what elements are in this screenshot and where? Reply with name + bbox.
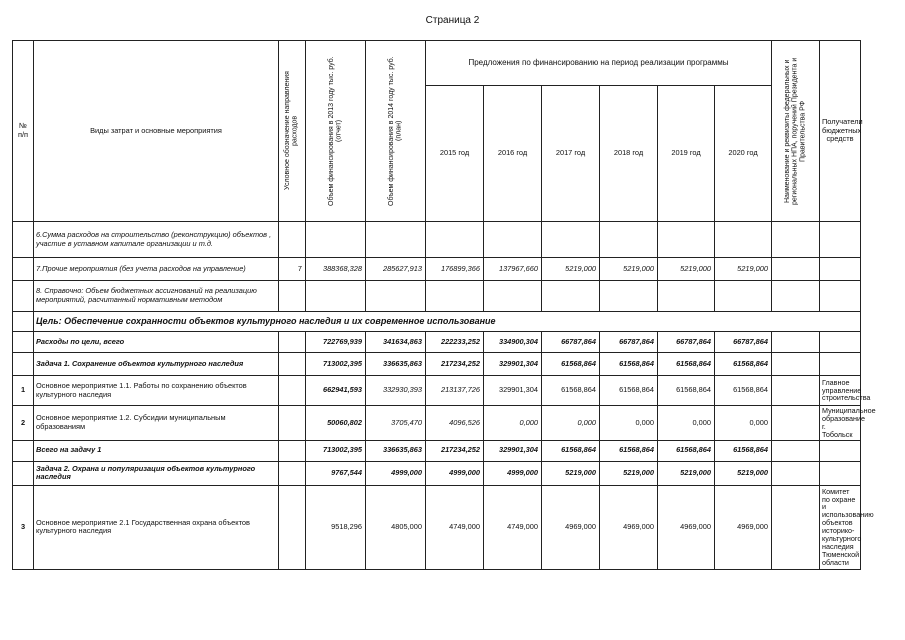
row-acts (772, 376, 820, 406)
header-year-2016: 2016 год (484, 86, 542, 222)
header-acts-cell (772, 41, 820, 222)
row-num: 1 (13, 376, 34, 406)
table-row (13, 222, 861, 258)
row-num (13, 258, 34, 281)
value-2016: 329901,304 (484, 353, 542, 376)
value-2019: 61568,864 (658, 353, 715, 376)
row-label: 7.Прочие мероприятия (без учета расходов на управление) (34, 258, 279, 281)
value-2013: 388368,328 (306, 258, 366, 281)
row-acts (772, 258, 820, 281)
value-2015 (426, 281, 484, 312)
row-acts (772, 222, 820, 258)
row-label: Расходы по цели, всего (34, 332, 279, 353)
value-2016: 4999,000 (484, 461, 542, 485)
table-row (13, 461, 861, 485)
value-2017: 61568,864 (542, 353, 600, 376)
row-acts (772, 485, 820, 569)
row-label: 8. Справочно: Объем бюджетных ассигнований на реализацию мероприятий, расчитанный нормативным методом (34, 281, 279, 312)
row-recipient (820, 281, 861, 312)
value-2013: 722769,939 (306, 332, 366, 353)
value-2015: 4096,526 (426, 406, 484, 441)
row-label: 6.Сумма расходов на строительство (реконструкцию) объектов , участие в уставном капитале организации и т.д. (34, 222, 279, 258)
budget-table (12, 40, 876, 570)
value-2017: 4969,000 (542, 485, 600, 569)
goal-text: Цель: Обеспечение сохранности объектов культурного наследия и их современное использование (34, 312, 861, 332)
header-vol2013-cell (306, 41, 366, 222)
value-2019 (658, 281, 715, 312)
header-vol2014-cell (366, 41, 426, 222)
value-2019 (658, 222, 715, 258)
row-recipient (820, 332, 861, 353)
value-2015: 222233,252 (426, 332, 484, 353)
table-row (13, 281, 861, 312)
value-2017 (542, 222, 600, 258)
row-num (13, 440, 34, 461)
row-num: 2 (13, 406, 34, 441)
value-2019: 61568,864 (658, 376, 715, 406)
value-2017: 61568,864 (542, 376, 600, 406)
header-row-top (13, 41, 861, 86)
table-row (13, 440, 861, 461)
value-2019: 0,000 (658, 406, 715, 441)
value-2014: 4999,000 (366, 461, 426, 485)
value-2019: 61568,864 (658, 440, 715, 461)
row-num (13, 461, 34, 485)
value-2014: 341634,863 (366, 332, 426, 353)
value-2016: 137967,660 (484, 258, 542, 281)
value-2014: 285627,913 (366, 258, 426, 281)
header-num: № п/п (13, 41, 34, 222)
value-2013: 9767,544 (306, 461, 366, 485)
row-label: Задача 1. Сохранение объектов культурного наследия (34, 353, 279, 376)
value-2014: 3705,470 (366, 406, 426, 441)
table-row (13, 406, 861, 441)
value-2015: 176899,366 (426, 258, 484, 281)
table-row (13, 332, 861, 353)
value-2013 (306, 222, 366, 258)
table-row (13, 353, 861, 376)
value-2018: 61568,864 (600, 353, 658, 376)
row-code (279, 222, 306, 258)
row-code (279, 485, 306, 569)
value-2015 (426, 222, 484, 258)
header-designation: Условное обозначение направления расходов (284, 71, 299, 191)
value-2017 (542, 281, 600, 312)
row-code: 7 (279, 258, 306, 281)
row-recipient (820, 353, 861, 376)
value-2020: 4969,000 (715, 485, 772, 569)
page-title: Страница 2 (425, 15, 480, 26)
value-2013: 50060,802 (306, 406, 366, 441)
value-2016: 329901,304 (484, 376, 542, 406)
value-2017: 5219,000 (542, 461, 600, 485)
value-2013: 713002,395 (306, 440, 366, 461)
row-num: 3 (13, 485, 34, 569)
row-code (279, 353, 306, 376)
value-2019: 4969,000 (658, 485, 715, 569)
value-2018: 61568,864 (600, 440, 658, 461)
value-2018: 61568,864 (600, 376, 658, 406)
value-2018: 5219,000 (600, 461, 658, 485)
header-year-2020: 2020 год (715, 86, 772, 222)
value-2019: 5219,000 (658, 258, 715, 281)
value-2014: 336635,863 (366, 353, 426, 376)
value-2014 (366, 281, 426, 312)
value-2020 (715, 222, 772, 258)
table-row (13, 376, 861, 406)
row-recipient (820, 258, 861, 281)
value-2018 (600, 281, 658, 312)
header-vol2013: Объем финансирования в 2013 году тыс. руб.(отчет) (327, 56, 343, 206)
row-recipient: Муниципальное образование г. Тобольск (820, 406, 861, 441)
header-vol2014: Объем финансирования в 2014 году тыс. руб.(план) (387, 56, 403, 206)
value-2020: 66787,864 (715, 332, 772, 353)
row-acts (772, 406, 820, 441)
header-year-2015: 2015 год (426, 86, 484, 222)
header-year-2019: 2019 год (658, 86, 715, 222)
header-kinds: Виды затрат и основные мероприятия (34, 41, 279, 222)
value-2018: 5219,000 (600, 258, 658, 281)
row-acts (772, 353, 820, 376)
value-2016: 0,000 (484, 406, 542, 441)
row-recipient (820, 222, 861, 258)
row-num (13, 222, 34, 258)
header-acts: Наименование и реквизиты федеральных и региональных НПА, поручений Президента и Правительства РФ (783, 57, 807, 205)
row-label: Всего на задачу 1 (34, 440, 279, 461)
row-code (279, 376, 306, 406)
value-2015: 4749,000 (426, 485, 484, 569)
row-recipient (820, 461, 861, 485)
header-recipients: Получатели бюджетных средств (820, 41, 861, 222)
value-2017: 0,000 (542, 406, 600, 441)
header-year-2018: 2018 год (600, 86, 658, 222)
value-2013: 662941,593 (306, 376, 366, 406)
value-2018: 0,000 (600, 406, 658, 441)
value-2020: 61568,864 (715, 440, 772, 461)
value-2013: 9518,296 (306, 485, 366, 569)
row-acts (772, 332, 820, 353)
value-2015: 217234,252 (426, 353, 484, 376)
row-label: Задача 2. Охрана и популяризация объектов культурного наследия (34, 461, 279, 485)
row-code (279, 461, 306, 485)
value-2016 (484, 281, 542, 312)
value-2020: 61568,864 (715, 353, 772, 376)
value-2019: 5219,000 (658, 461, 715, 485)
value-2015: 217234,252 (426, 440, 484, 461)
value-2020: 0,000 (715, 406, 772, 441)
value-2018 (600, 222, 658, 258)
value-2018: 66787,864 (600, 332, 658, 353)
value-2014 (366, 222, 426, 258)
row-recipient (820, 440, 861, 461)
row-label: Основное мероприятие 2.1 Государственная охрана объектов культурного наследия (34, 485, 279, 569)
value-2014: 336635,863 (366, 440, 426, 461)
row-acts (772, 281, 820, 312)
table-row (13, 258, 861, 281)
value-2017: 5219,000 (542, 258, 600, 281)
value-2016: 334900,304 (484, 332, 542, 353)
value-2019: 66787,864 (658, 332, 715, 353)
value-2013 (306, 281, 366, 312)
value-2015: 4999,000 (426, 461, 484, 485)
value-2016 (484, 222, 542, 258)
value-2017: 61568,864 (542, 440, 600, 461)
goal-num (13, 312, 34, 332)
value-2013: 713002,395 (306, 353, 366, 376)
header-proposals: Предложения по финансированию на период реализации программы (426, 41, 772, 86)
row-label: Основное мероприятие 1.1. Работы по сохранению объектов культурного наследия (34, 376, 279, 406)
row-recipient: Комитет по охране и использованию объектов историко-культурного наследия Тюменской области (820, 485, 861, 569)
row-num (13, 353, 34, 376)
row-acts (772, 440, 820, 461)
value-2017: 66787,864 (542, 332, 600, 353)
value-2020: 5219,000 (715, 461, 772, 485)
row-code (279, 440, 306, 461)
value-2014: 332930,393 (366, 376, 426, 406)
goal-row (13, 312, 861, 332)
row-acts (772, 461, 820, 485)
value-2016: 4749,000 (484, 485, 542, 569)
value-2020: 5219,000 (715, 258, 772, 281)
row-code (279, 281, 306, 312)
row-code (279, 406, 306, 441)
value-2018: 4969,000 (600, 485, 658, 569)
value-2015: 213137,726 (426, 376, 484, 406)
value-2014: 4805,000 (366, 485, 426, 569)
header-year-2017: 2017 год (542, 86, 600, 222)
value-2020: 61568,864 (715, 376, 772, 406)
header-designation-cell (279, 41, 306, 222)
row-num (13, 332, 34, 353)
table-row (13, 485, 861, 569)
row-code (279, 332, 306, 353)
value-2016: 329901,304 (484, 440, 542, 461)
value-2020 (715, 281, 772, 312)
row-num (13, 281, 34, 312)
row-recipient: Главное управление строительства (820, 376, 861, 406)
row-label: Основное мероприятие 1.2. Субсидии муниципальным образованиям (34, 406, 279, 441)
